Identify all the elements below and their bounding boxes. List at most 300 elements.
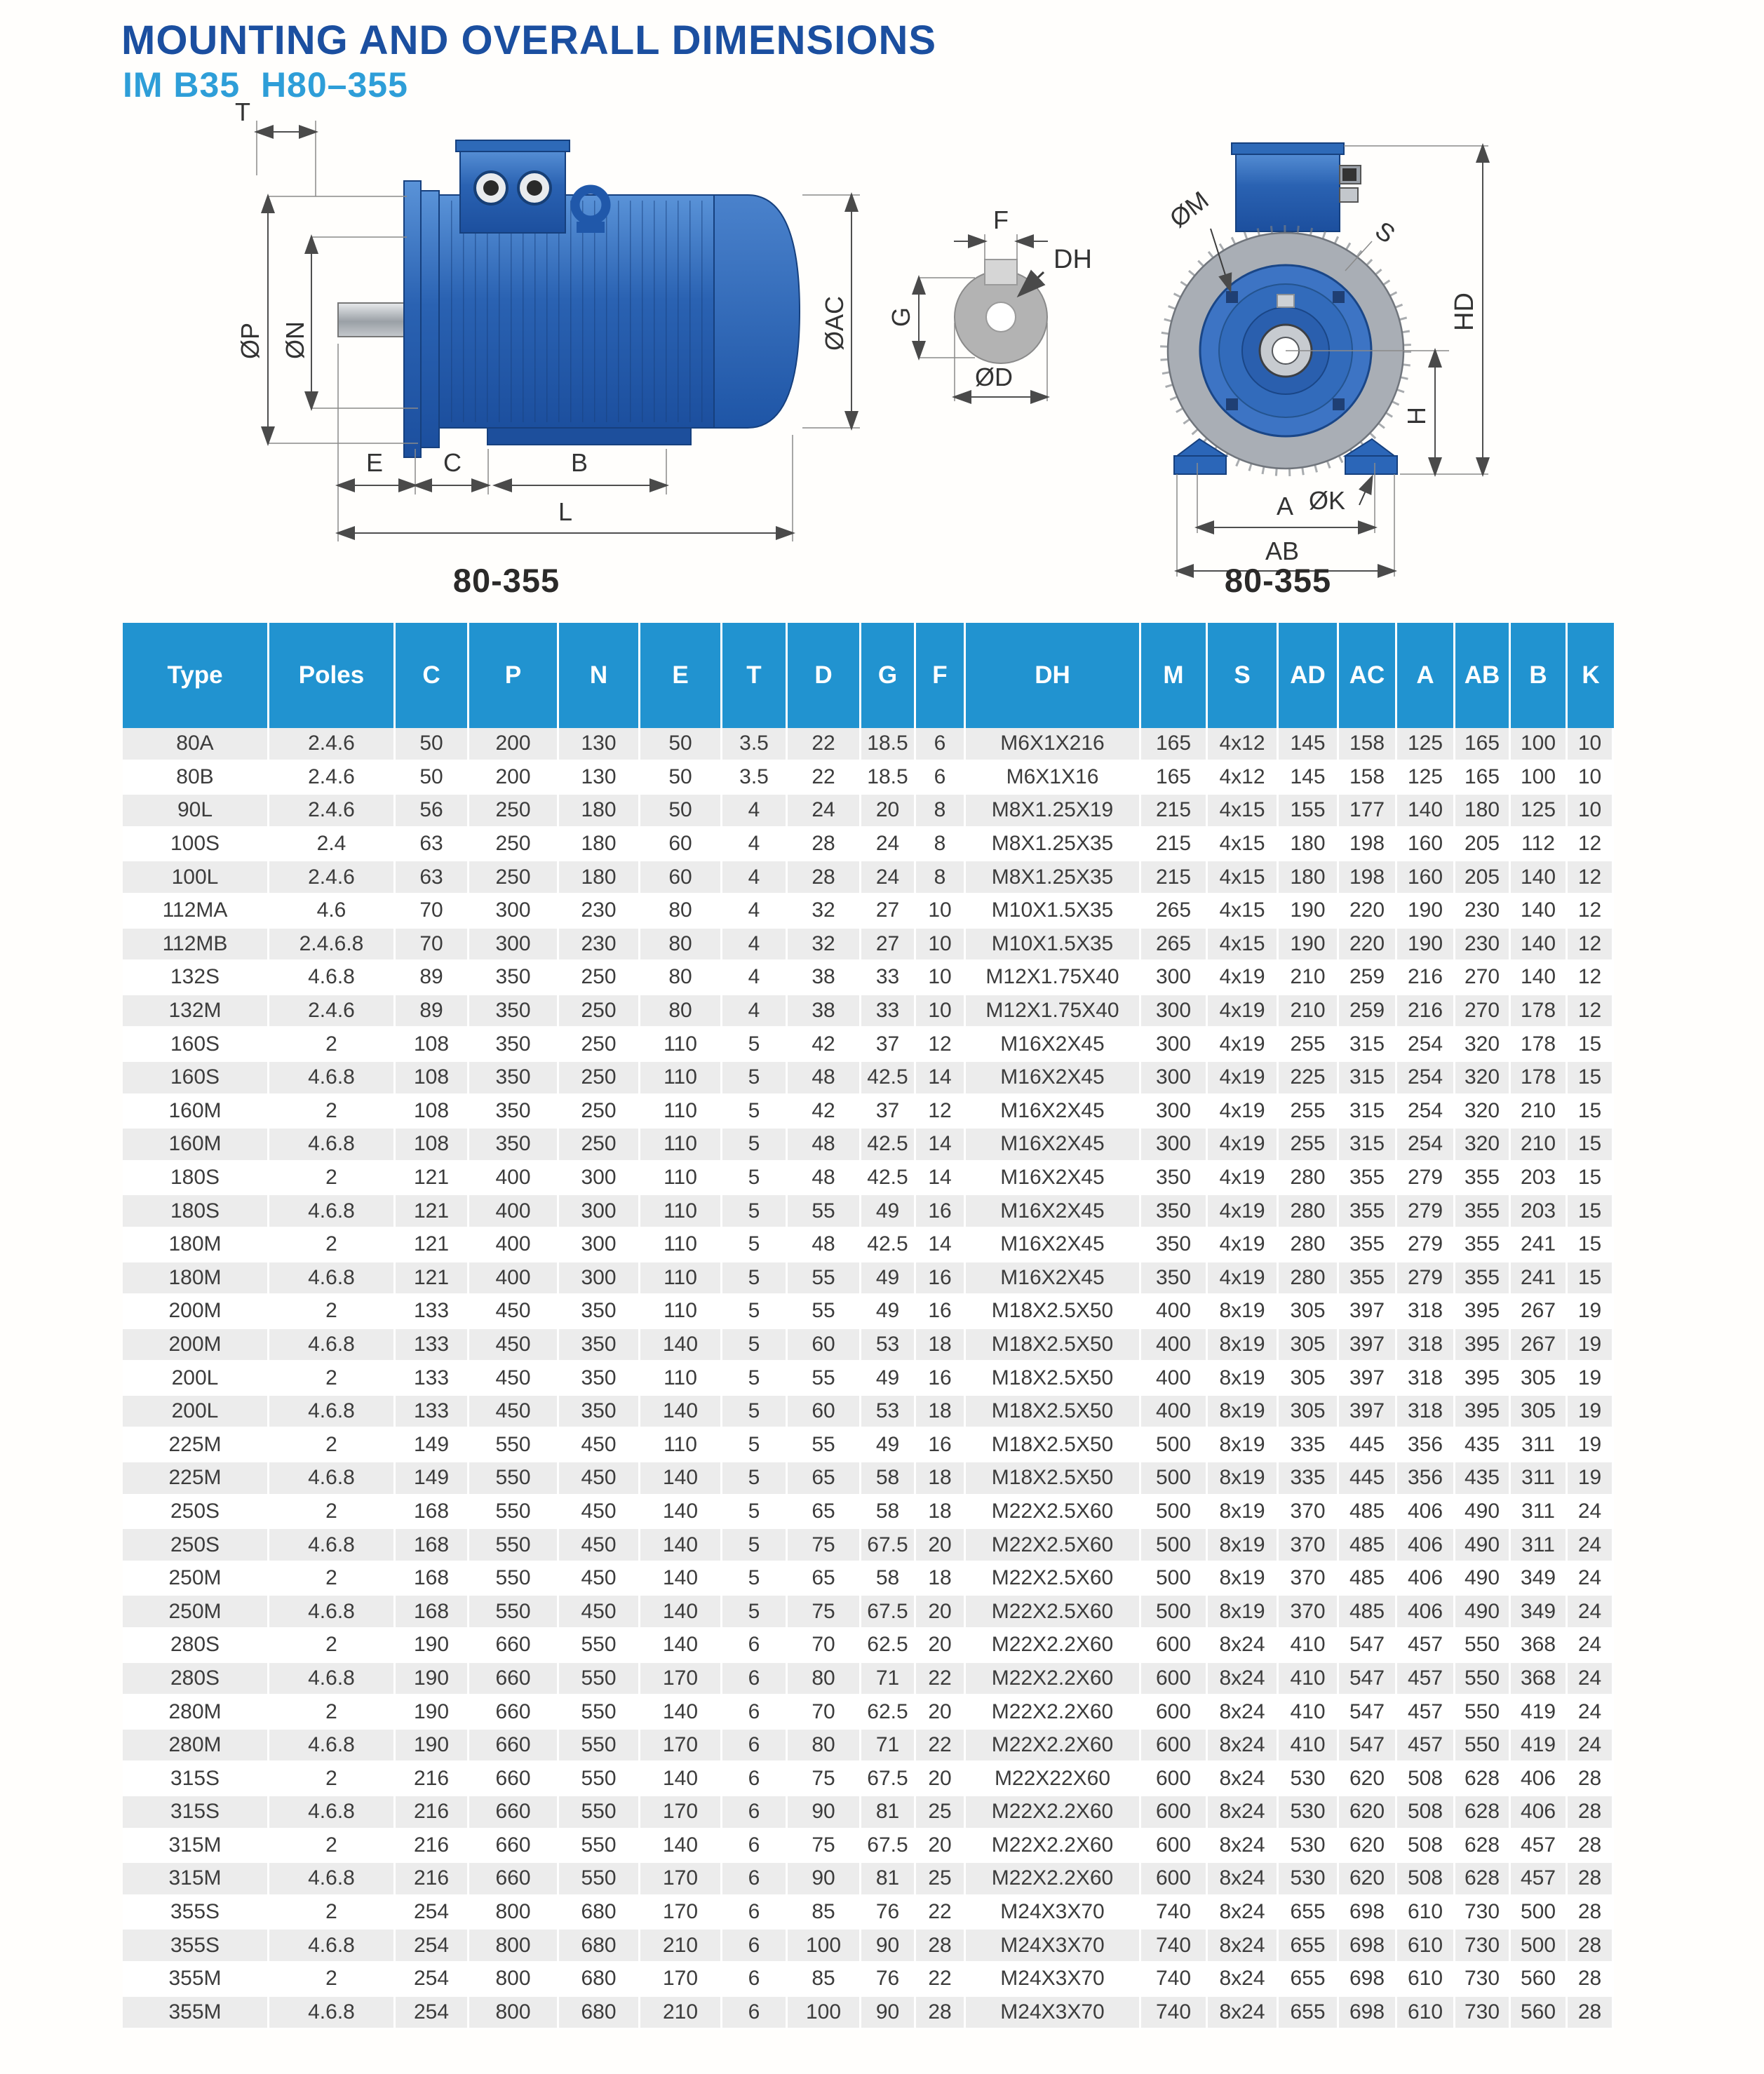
- cell-poles: 2: [269, 1362, 396, 1396]
- cell-d: 90: [788, 1796, 861, 1830]
- cell-type: 180M: [123, 1229, 269, 1262]
- cell-t: 4: [722, 861, 788, 895]
- cell-f: 8: [916, 828, 966, 862]
- cell-ac: 620: [1339, 1830, 1397, 1864]
- cell-c: 254: [396, 1897, 469, 1930]
- cell-p: 800: [469, 1963, 559, 1997]
- cell-ab: 550: [1455, 1730, 1511, 1763]
- cell-ab: 730: [1455, 1930, 1511, 1963]
- cell-c: 133: [396, 1362, 469, 1396]
- cell-f: 10: [916, 929, 966, 962]
- cell-p: 800: [469, 1897, 559, 1930]
- cell-ab: 730: [1455, 1997, 1511, 2031]
- cell-c: 50: [396, 762, 469, 795]
- cell-m: 265: [1141, 929, 1208, 962]
- cell-b: 267: [1511, 1329, 1568, 1363]
- table-row: [123, 962, 1614, 995]
- cell-ac: 315: [1339, 1062, 1397, 1096]
- cell-poles: 4.6.8: [269, 1663, 396, 1697]
- cell-c: 168: [396, 1529, 469, 1563]
- cell-ab: 355: [1455, 1262, 1511, 1296]
- cell-dh: M10X1.5X35: [966, 895, 1141, 929]
- cell-f: 25: [916, 1863, 966, 1897]
- cell-ad: 280: [1279, 1262, 1339, 1296]
- cell-d: 55: [788, 1262, 861, 1296]
- cell-ad: 410: [1279, 1663, 1339, 1697]
- cell-t: 6: [722, 1830, 788, 1864]
- cell-g: 90: [861, 1930, 916, 1963]
- cell-m: 350: [1141, 1229, 1208, 1262]
- cell-f: 14: [916, 1162, 966, 1196]
- cell-ad: 530: [1279, 1830, 1339, 1864]
- motor-side-view: [338, 140, 800, 457]
- cell-m: 740: [1141, 1963, 1208, 1997]
- cell-k: 19: [1568, 1396, 1614, 1429]
- dim-label-hd: HD: [1450, 292, 1479, 331]
- cell-c: 168: [396, 1596, 469, 1629]
- cell-a: 140: [1397, 795, 1455, 828]
- cell-n: 450: [559, 1529, 640, 1563]
- cell-ac: 355: [1339, 1162, 1397, 1196]
- cell-type: 160S: [123, 1062, 269, 1096]
- table-row: [123, 1162, 1614, 1196]
- cell-poles: 4.6.8: [269, 1796, 396, 1830]
- cell-e: 110: [640, 1062, 722, 1096]
- cell-c: 149: [396, 1429, 469, 1462]
- cell-k: 15: [1568, 1262, 1614, 1296]
- cell-e: 50: [640, 728, 722, 762]
- cell-t: 4: [722, 895, 788, 929]
- cell-dh: M22X2.5X60: [966, 1563, 1141, 1596]
- cell-b: 241: [1511, 1229, 1568, 1262]
- cell-n: 550: [559, 1663, 640, 1697]
- cell-ab: 205: [1455, 861, 1511, 895]
- cell-k: 15: [1568, 1096, 1614, 1129]
- cell-a: 457: [1397, 1730, 1455, 1763]
- cell-b: 457: [1511, 1863, 1568, 1897]
- cell-e: 140: [640, 1696, 722, 1730]
- cell-m: 600: [1141, 1629, 1208, 1663]
- cell-a: 610: [1397, 1963, 1455, 1997]
- cell-n: 350: [559, 1396, 640, 1429]
- cell-k: 19: [1568, 1429, 1614, 1462]
- table-row: [123, 1129, 1614, 1162]
- cell-n: 680: [559, 1997, 640, 2031]
- cell-a: 279: [1397, 1195, 1455, 1229]
- cell-g: 53: [861, 1329, 916, 1363]
- cell-t: 5: [722, 1329, 788, 1363]
- col-header-d: D: [788, 623, 861, 728]
- cell-b: 100: [1511, 728, 1568, 762]
- cell-ab: 490: [1455, 1496, 1511, 1530]
- cell-e: 140: [640, 1830, 722, 1864]
- cell-f: 20: [916, 1629, 966, 1663]
- cell-m: 500: [1141, 1563, 1208, 1596]
- cell-e: 110: [640, 1096, 722, 1129]
- cell-a: 279: [1397, 1229, 1455, 1262]
- page-subtitle: IM B35 H80–355: [123, 65, 408, 105]
- cell-a: 216: [1397, 962, 1455, 995]
- cell-type: 355S: [123, 1930, 269, 1963]
- cell-c: 121: [396, 1195, 469, 1229]
- cell-p: 400: [469, 1162, 559, 1196]
- table-row: [123, 861, 1614, 895]
- cell-dh: M18X2.5X50: [966, 1429, 1141, 1462]
- cell-p: 350: [469, 1028, 559, 1062]
- col-header-n: N: [559, 623, 640, 728]
- cell-ac: 698: [1339, 1997, 1397, 2031]
- table-row: [123, 1529, 1614, 1563]
- cell-g: 53: [861, 1396, 916, 1429]
- cell-ab: 628: [1455, 1863, 1511, 1897]
- cell-poles: 2.4: [269, 828, 396, 862]
- cell-d: 75: [788, 1529, 861, 1563]
- cell-s: 8x19: [1208, 1396, 1279, 1429]
- cell-k: 10: [1568, 795, 1614, 828]
- cell-e: 170: [640, 1963, 722, 1997]
- dim-label-dh: DH: [1053, 245, 1092, 274]
- cell-n: 250: [559, 1028, 640, 1062]
- cell-a: 508: [1397, 1763, 1455, 1796]
- cell-d: 90: [788, 1863, 861, 1897]
- cell-g: 67.5: [861, 1529, 916, 1563]
- cell-p: 660: [469, 1629, 559, 1663]
- cell-d: 60: [788, 1329, 861, 1363]
- cell-g: 24: [861, 861, 916, 895]
- cell-p: 550: [469, 1429, 559, 1462]
- cell-t: 5: [722, 1429, 788, 1462]
- cell-f: 18: [916, 1563, 966, 1596]
- cell-type: 200M: [123, 1329, 269, 1363]
- cell-f: 22: [916, 1963, 966, 1997]
- cell-c: 70: [396, 929, 469, 962]
- table-row: [123, 1830, 1614, 1864]
- cell-s: 8x19: [1208, 1429, 1279, 1462]
- cell-s: 8x19: [1208, 1596, 1279, 1629]
- cell-type: 160M: [123, 1096, 269, 1129]
- cell-t: 5: [722, 1396, 788, 1429]
- cell-a: 610: [1397, 1897, 1455, 1930]
- cell-poles: 2: [269, 1496, 396, 1530]
- dim-label-m: ØM: [1164, 185, 1214, 234]
- cell-type: 160M: [123, 1129, 269, 1162]
- cell-poles: 4.6.8: [269, 1462, 396, 1496]
- cell-c: 108: [396, 1096, 469, 1129]
- cell-b: 267: [1511, 1295, 1568, 1329]
- cell-n: 550: [559, 1863, 640, 1897]
- cell-p: 450: [469, 1295, 559, 1329]
- cell-c: 121: [396, 1229, 469, 1262]
- cell-a: 508: [1397, 1796, 1455, 1830]
- cell-ac: 485: [1339, 1529, 1397, 1563]
- cell-n: 300: [559, 1262, 640, 1296]
- table-row: [123, 1496, 1614, 1530]
- cell-ad: 180: [1279, 861, 1339, 895]
- cell-poles: 4.6.8: [269, 1863, 396, 1897]
- cell-ab: 230: [1455, 895, 1511, 929]
- cell-type: 180M: [123, 1262, 269, 1296]
- cell-d: 22: [788, 728, 861, 762]
- cell-e: 140: [640, 1496, 722, 1530]
- cell-k: 15: [1568, 1229, 1614, 1262]
- cell-d: 32: [788, 929, 861, 962]
- cell-p: 350: [469, 1129, 559, 1162]
- cell-k: 24: [1568, 1629, 1614, 1663]
- front-view-caption: 80-355: [1224, 562, 1332, 599]
- cell-t: 5: [722, 1195, 788, 1229]
- cell-d: 42: [788, 1028, 861, 1062]
- cell-d: 85: [788, 1963, 861, 1997]
- cell-ab: 320: [1455, 1096, 1511, 1129]
- cell-type: 225M: [123, 1462, 269, 1496]
- cell-f: 6: [916, 728, 966, 762]
- cell-k: 24: [1568, 1563, 1614, 1596]
- cell-a: 318: [1397, 1362, 1455, 1396]
- cell-e: 110: [640, 1129, 722, 1162]
- dim-label-e: E: [366, 448, 384, 477]
- cell-poles: 4.6.8: [269, 1329, 396, 1363]
- cell-b: 140: [1511, 962, 1568, 995]
- cell-n: 130: [559, 762, 640, 795]
- flange-bolt: [1333, 398, 1345, 410]
- cell-ad: 190: [1279, 895, 1339, 929]
- cell-c: 190: [396, 1730, 469, 1763]
- cell-t: 4: [722, 828, 788, 862]
- flange-bolt: [1333, 291, 1345, 303]
- cell-k: 10: [1568, 728, 1614, 762]
- cell-t: 4: [722, 995, 788, 1029]
- cell-m: 215: [1141, 861, 1208, 895]
- cell-b: 419: [1511, 1730, 1568, 1763]
- cell-p: 550: [469, 1462, 559, 1496]
- cell-f: 20: [916, 1529, 966, 1563]
- cell-g: 49: [861, 1295, 916, 1329]
- cell-c: 121: [396, 1262, 469, 1296]
- cell-ac: 485: [1339, 1563, 1397, 1596]
- cell-n: 450: [559, 1496, 640, 1530]
- cell-g: 49: [861, 1362, 916, 1396]
- cell-type: 250S: [123, 1529, 269, 1563]
- cell-f: 25: [916, 1796, 966, 1830]
- cell-poles: 4.6.8: [269, 1396, 396, 1429]
- cell-a: 318: [1397, 1295, 1455, 1329]
- table-row: [123, 1596, 1614, 1629]
- cell-k: 12: [1568, 962, 1614, 995]
- cell-p: 660: [469, 1830, 559, 1864]
- cell-m: 740: [1141, 1997, 1208, 2031]
- cell-type: 100S: [123, 828, 269, 862]
- cell-a: 254: [1397, 1129, 1455, 1162]
- dim-label-s: S: [1370, 215, 1401, 249]
- cell-type: 200L: [123, 1396, 269, 1429]
- cell-g: 33: [861, 995, 916, 1029]
- cell-ad: 180: [1279, 828, 1339, 862]
- cell-ac: 198: [1339, 861, 1397, 895]
- cell-dh: M12X1.75X40: [966, 962, 1141, 995]
- cell-t: 6: [722, 1963, 788, 1997]
- cell-n: 350: [559, 1295, 640, 1329]
- cell-poles: 2: [269, 1028, 396, 1062]
- cell-ac: 547: [1339, 1663, 1397, 1697]
- terminal-box-lid: [456, 140, 570, 151]
- table-row: [123, 1763, 1614, 1796]
- cell-ab: 628: [1455, 1796, 1511, 1830]
- cell-p: 660: [469, 1730, 559, 1763]
- cell-s: 4x15: [1208, 795, 1279, 828]
- cell-p: 660: [469, 1796, 559, 1830]
- cell-c: 108: [396, 1129, 469, 1162]
- cell-f: 14: [916, 1062, 966, 1096]
- cell-t: 5: [722, 1129, 788, 1162]
- cell-p: 250: [469, 795, 559, 828]
- cell-d: 80: [788, 1730, 861, 1763]
- cell-c: 216: [396, 1763, 469, 1796]
- cell-f: 8: [916, 795, 966, 828]
- cell-k: 24: [1568, 1696, 1614, 1730]
- table-body: [123, 728, 1614, 2030]
- cell-k: 12: [1568, 828, 1614, 862]
- cell-e: 50: [640, 762, 722, 795]
- cell-n: 450: [559, 1429, 640, 1462]
- cell-s: 8x24: [1208, 1730, 1279, 1763]
- cell-ab: 490: [1455, 1563, 1511, 1596]
- cell-a: 406: [1397, 1563, 1455, 1596]
- cell-ad: 190: [1279, 929, 1339, 962]
- cell-e: 60: [640, 861, 722, 895]
- cell-n: 300: [559, 1162, 640, 1196]
- cell-m: 500: [1141, 1596, 1208, 1629]
- table-row: [123, 728, 1614, 762]
- cell-c: 216: [396, 1796, 469, 1830]
- cell-b: 560: [1511, 1997, 1568, 2031]
- cell-f: 22: [916, 1663, 966, 1697]
- cell-dh: M22X2.2X60: [966, 1830, 1141, 1864]
- cell-ad: 530: [1279, 1763, 1339, 1796]
- col-header-b: B: [1511, 623, 1568, 728]
- cell-c: 133: [396, 1329, 469, 1363]
- cell-s: 4x19: [1208, 962, 1279, 995]
- cell-b: 311: [1511, 1462, 1568, 1496]
- table-row: [123, 1195, 1614, 1229]
- cell-p: 350: [469, 995, 559, 1029]
- cell-p: 660: [469, 1863, 559, 1897]
- cell-d: 75: [788, 1830, 861, 1864]
- cell-dh: M22X2.2X60: [966, 1663, 1141, 1697]
- cell-m: 165: [1141, 728, 1208, 762]
- cell-p: 550: [469, 1563, 559, 1596]
- cell-m: 500: [1141, 1429, 1208, 1462]
- cell-n: 680: [559, 1930, 640, 1963]
- cell-m: 350: [1141, 1162, 1208, 1196]
- cell-g: 67.5: [861, 1763, 916, 1796]
- cell-d: 65: [788, 1496, 861, 1530]
- cell-d: 65: [788, 1563, 861, 1596]
- keyway: [1277, 295, 1294, 307]
- table-row: [123, 1096, 1614, 1129]
- flange-bolt: [1226, 291, 1238, 303]
- cell-p: 200: [469, 762, 559, 795]
- cell-g: 67.5: [861, 1830, 916, 1864]
- col-header-p: P: [469, 623, 559, 728]
- cell-e: 170: [640, 1863, 722, 1897]
- cell-k: 10: [1568, 762, 1614, 795]
- cell-f: 14: [916, 1229, 966, 1262]
- cell-e: 140: [640, 1596, 722, 1629]
- dim-label-g: G: [887, 307, 915, 327]
- cell-g: 49: [861, 1429, 916, 1462]
- cell-type: 280M: [123, 1696, 269, 1730]
- cell-n: 250: [559, 995, 640, 1029]
- cell-p: 800: [469, 1930, 559, 1963]
- cell-c: 89: [396, 995, 469, 1029]
- cell-p: 400: [469, 1229, 559, 1262]
- cell-b: 203: [1511, 1195, 1568, 1229]
- cell-s: 4x19: [1208, 995, 1279, 1029]
- col-header-dh: DH: [966, 623, 1141, 728]
- cell-g: 18.5: [861, 762, 916, 795]
- cell-ad: 370: [1279, 1529, 1339, 1563]
- cell-ad: 370: [1279, 1563, 1339, 1596]
- cell-b: 406: [1511, 1796, 1568, 1830]
- cell-f: 10: [916, 995, 966, 1029]
- cell-e: 140: [640, 1563, 722, 1596]
- cell-g: 42.5: [861, 1162, 916, 1196]
- cell-poles: 2: [269, 1563, 396, 1596]
- cell-m: 400: [1141, 1362, 1208, 1396]
- cell-ac: 397: [1339, 1295, 1397, 1329]
- cell-b: 210: [1511, 1096, 1568, 1129]
- col-header-k: K: [1568, 623, 1614, 728]
- cell-k: 12: [1568, 895, 1614, 929]
- cell-type: 160S: [123, 1028, 269, 1062]
- cell-n: 450: [559, 1462, 640, 1496]
- cell-k: 28: [1568, 1930, 1614, 1963]
- cell-c: 254: [396, 1963, 469, 1997]
- cell-type: 280S: [123, 1663, 269, 1697]
- cell-ab: 395: [1455, 1362, 1511, 1396]
- cell-e: 210: [640, 1930, 722, 1963]
- cell-p: 250: [469, 828, 559, 862]
- cell-a: 160: [1397, 828, 1455, 862]
- center-hole: [986, 302, 1016, 332]
- end-bell: [714, 195, 800, 428]
- cell-b: 560: [1511, 1963, 1568, 1997]
- cell-type: 80A: [123, 728, 269, 762]
- dim-label-l: L: [558, 497, 573, 526]
- cell-a: 279: [1397, 1162, 1455, 1196]
- cell-e: 170: [640, 1730, 722, 1763]
- cell-ad: 280: [1279, 1162, 1339, 1196]
- cell-e: 50: [640, 795, 722, 828]
- cell-s: 4x19: [1208, 1062, 1279, 1096]
- cell-t: 4: [722, 929, 788, 962]
- cell-type: 90L: [123, 795, 269, 828]
- cell-ad: 210: [1279, 962, 1339, 995]
- cell-m: 740: [1141, 1930, 1208, 1963]
- cell-e: 110: [640, 1429, 722, 1462]
- cell-s: 4x15: [1208, 828, 1279, 862]
- cell-t: 5: [722, 1229, 788, 1262]
- cell-c: 133: [396, 1295, 469, 1329]
- cell-poles: 2.4.6: [269, 995, 396, 1029]
- cell-poles: 4.6.8: [269, 1930, 396, 1963]
- cell-e: 80: [640, 995, 722, 1029]
- table-row: [123, 1930, 1614, 1963]
- cell-d: 48: [788, 1062, 861, 1096]
- cell-t: 5: [722, 1096, 788, 1129]
- cell-ac: 547: [1339, 1730, 1397, 1763]
- cell-d: 65: [788, 1462, 861, 1496]
